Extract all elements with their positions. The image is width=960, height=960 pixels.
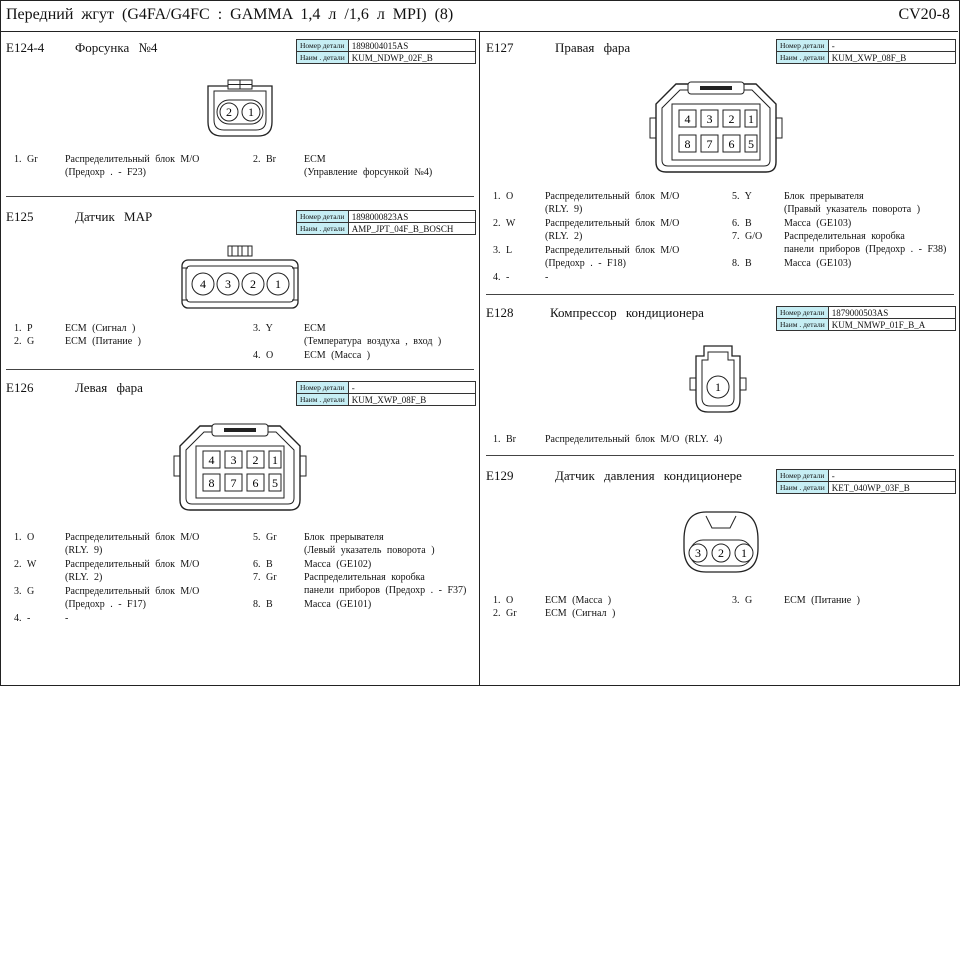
connector-3pin-diagram	[676, 504, 766, 580]
pin-label: 1	[715, 380, 721, 394]
pin-wire: 4. -	[493, 272, 510, 283]
pin-label: 1	[748, 112, 754, 126]
connector-4pin-diagram	[178, 242, 302, 314]
pin-desc: ECM (Питание )	[65, 336, 141, 347]
pin-wire: 2. G	[14, 336, 35, 347]
pin-desc: ECM (Масса )	[304, 350, 371, 361]
pin-desc: -	[545, 272, 549, 283]
pin-wire: 8. B	[732, 258, 752, 269]
pin-desc-2: панели приборов (Предохр . - F38)	[784, 244, 947, 255]
pin-desc: Блок прерывателя	[784, 191, 864, 202]
connector-2pin-diagram	[200, 72, 280, 142]
pin-label: 2	[718, 546, 724, 560]
part-number-value: 1898004015AS	[348, 40, 475, 52]
pin-desc: ECM (Сигнал )	[65, 323, 136, 334]
pin-label: 4	[200, 277, 206, 291]
pin-desc-2: (RLY. 9)	[545, 204, 583, 215]
section-divider	[486, 294, 954, 295]
part-info-table	[776, 39, 956, 64]
part-name-value: KUM_XWP_08F_B	[348, 394, 475, 406]
pin-wire: 4. O	[253, 350, 274, 361]
pin-desc: Распределительная коробка	[304, 572, 425, 583]
part-name-label: Наим . детали	[777, 52, 829, 64]
part-info-table	[776, 469, 956, 494]
page-title: Передний жгут (G4FA/G4FC : GAMMA 1,4 л /1,6 л MPI) (8)	[6, 6, 454, 23]
part-number-label: Номер детали	[777, 470, 829, 482]
pin-desc: Распределительный блок M/O (RLY. 4)	[545, 434, 723, 445]
pin-label: 6	[252, 476, 259, 490]
section-title: Датчик давления кондиционере	[555, 468, 742, 483]
section-id: E129	[486, 468, 514, 483]
pin-label: 8	[208, 476, 215, 490]
pin-label: 3	[225, 277, 231, 291]
connector-1pin-diagram	[686, 342, 750, 418]
part-number-value: -	[828, 470, 955, 482]
section-id: E128	[486, 305, 514, 320]
pin-desc: Распределительный блок M/O	[545, 218, 680, 229]
column-divider	[479, 32, 480, 685]
pin-desc: Распределительный блок M/O	[545, 245, 680, 256]
pin-wire: 3. L	[493, 245, 513, 256]
part-info-table	[296, 39, 476, 64]
pin-desc-2: (Управление форсункой №4)	[304, 167, 433, 178]
pin-label: 3	[695, 546, 701, 560]
pin-desc: Масса (GE101)	[304, 599, 372, 610]
pin-wire: 2. Br	[253, 154, 276, 165]
section-divider	[6, 369, 474, 370]
page-code: CV20-8	[898, 6, 950, 23]
section-title: Датчик MAP	[75, 209, 153, 224]
pin-desc: ECM (Масса )	[545, 595, 612, 606]
pin-desc: Масса (GE103)	[784, 258, 852, 269]
pin-label: 6	[728, 137, 735, 151]
pin-desc: Блок прерывателя	[304, 532, 384, 543]
pin-wire: 1. O	[493, 595, 514, 606]
pin-wire: 4. -	[14, 613, 31, 624]
pin-label: 2	[252, 453, 259, 467]
part-name-value: KUM_NDWP_02F_B	[348, 52, 475, 64]
page-header	[0, 0, 958, 32]
section-id: E127	[486, 40, 514, 55]
section-id: E126	[6, 380, 34, 395]
pin-wire: 5. Gr	[253, 532, 277, 543]
pin-wire: 6. B	[253, 559, 273, 570]
pin-wire: 2. W	[14, 559, 37, 570]
pin-wire: 1. P	[14, 323, 33, 334]
pin-wire: 2. Gr	[493, 608, 517, 619]
pin-desc: Масса (GE103)	[784, 218, 852, 229]
pin-wire: 3. Y	[253, 323, 273, 334]
pin-label: 7	[706, 137, 713, 151]
pin-wire: 8. B	[253, 599, 273, 610]
pin-desc: Распределительная коробка	[784, 231, 905, 242]
part-number-value: -	[828, 40, 955, 52]
pin-desc: -	[65, 613, 69, 624]
section-divider	[486, 455, 954, 456]
part-number-label: Номер детали	[297, 211, 349, 223]
part-number-label: Номер детали	[777, 40, 829, 52]
pin-desc-2: (Предохр . - F23)	[65, 167, 146, 178]
pin-label: 7	[230, 476, 237, 490]
section-divider	[6, 196, 474, 197]
pin-desc-2: (Температура воздуха , вход )	[304, 336, 442, 347]
pin-desc: Распределительный блок M/O	[65, 532, 200, 543]
section-title: Правая фара	[555, 40, 631, 55]
pin-wire: 5. Y	[732, 191, 752, 202]
pin-wire: 1. Gr	[14, 154, 38, 165]
pin-desc: ECM (Сигнал )	[545, 608, 616, 619]
part-name-label: Наим . детали	[297, 52, 349, 64]
pin-desc: Распределительный блок M/O	[65, 586, 200, 597]
pin-desc-2: (RLY. 2)	[545, 231, 583, 242]
section-title: Компрессор кондиционера	[550, 305, 704, 320]
section-id: E124-4	[6, 40, 45, 55]
connector-8pin-diagram	[646, 74, 786, 180]
pin-label: 5	[748, 137, 754, 151]
pin-wire: 7. Gr	[253, 572, 277, 583]
pin-wire: 2. W	[493, 218, 516, 229]
pin-label: 3	[230, 453, 237, 467]
part-name-label: Наим . детали	[777, 319, 829, 331]
pin-desc-2: (Правый указатель поворота )	[784, 204, 921, 215]
part-number-value: 1879000503AS	[828, 307, 955, 319]
pin-label: 1	[272, 453, 278, 467]
part-name-label: Наим . детали	[297, 223, 349, 235]
pin-wire: 3. G	[732, 595, 753, 606]
section-title: Форсунка №4	[75, 40, 158, 55]
section-id: E125	[6, 209, 34, 224]
part-number-label: Номер детали	[777, 307, 829, 319]
part-name-value: KET_040WP_03F_B	[828, 482, 955, 494]
pin-desc-2: (Предохр . - F17)	[65, 599, 146, 610]
pin-label: 2	[728, 112, 735, 126]
pin-desc-2: (RLY. 2)	[65, 572, 103, 583]
part-name-label: Наим . детали	[777, 482, 829, 494]
part-name-value: AMP_JPT_04F_B_BOSCH	[348, 223, 475, 235]
part-name-label: Наим . детали	[297, 394, 349, 406]
pin-label: 4	[684, 112, 691, 126]
pin-label: 5	[272, 476, 278, 490]
pin-label: 1	[741, 546, 747, 560]
pin-label: 8	[684, 137, 691, 151]
pin-desc: ECM	[304, 154, 326, 165]
pin-label: 1	[248, 105, 254, 119]
part-number-value: -	[348, 382, 475, 394]
part-info-table	[296, 210, 476, 235]
pin-label: 2	[250, 277, 256, 291]
pin-wire: 6. B	[732, 218, 752, 229]
part-name-value: KUM_XWP_08F_B	[828, 52, 955, 64]
part-number-label: Номер детали	[297, 40, 349, 52]
part-info-table	[296, 381, 476, 406]
pin-label: 3	[706, 112, 713, 126]
pin-desc-2: панели приборов (Предохр . - F37)	[304, 585, 467, 596]
pin-desc: ECM	[304, 323, 326, 334]
connector-8pin-diagram	[170, 416, 310, 516]
pin-wire: 7. G/O	[732, 231, 763, 242]
pin-wire: 3. G	[14, 586, 35, 597]
pin-desc: ECM (Питание )	[784, 595, 860, 606]
pin-label: 1	[275, 277, 281, 291]
part-info-table	[776, 306, 956, 331]
pin-wire: 1. O	[493, 191, 514, 202]
pin-desc-2: (Левый указатель поворота )	[304, 545, 435, 556]
part-number-label: Номер детали	[297, 382, 349, 394]
pin-label: 4	[208, 453, 215, 467]
pin-desc: Масса (GE102)	[304, 559, 372, 570]
pin-label: 2	[226, 105, 232, 119]
pin-desc: Распределительный блок M/O	[65, 559, 200, 570]
part-number-value: 1898000823AS	[348, 211, 475, 223]
pin-desc-2: (Предохр . - F18)	[545, 258, 626, 269]
pin-wire: 1. O	[14, 532, 35, 543]
pin-desc: Распределительный блок M/O	[65, 154, 200, 165]
part-name-value: KUM_NMWP_01F_B_A	[828, 319, 955, 331]
pin-desc-2: (RLY. 9)	[65, 545, 103, 556]
pin-wire: 1. Br	[493, 434, 516, 445]
section-title: Левая фара	[75, 380, 143, 395]
pin-desc: Распределительный блок M/O	[545, 191, 680, 202]
